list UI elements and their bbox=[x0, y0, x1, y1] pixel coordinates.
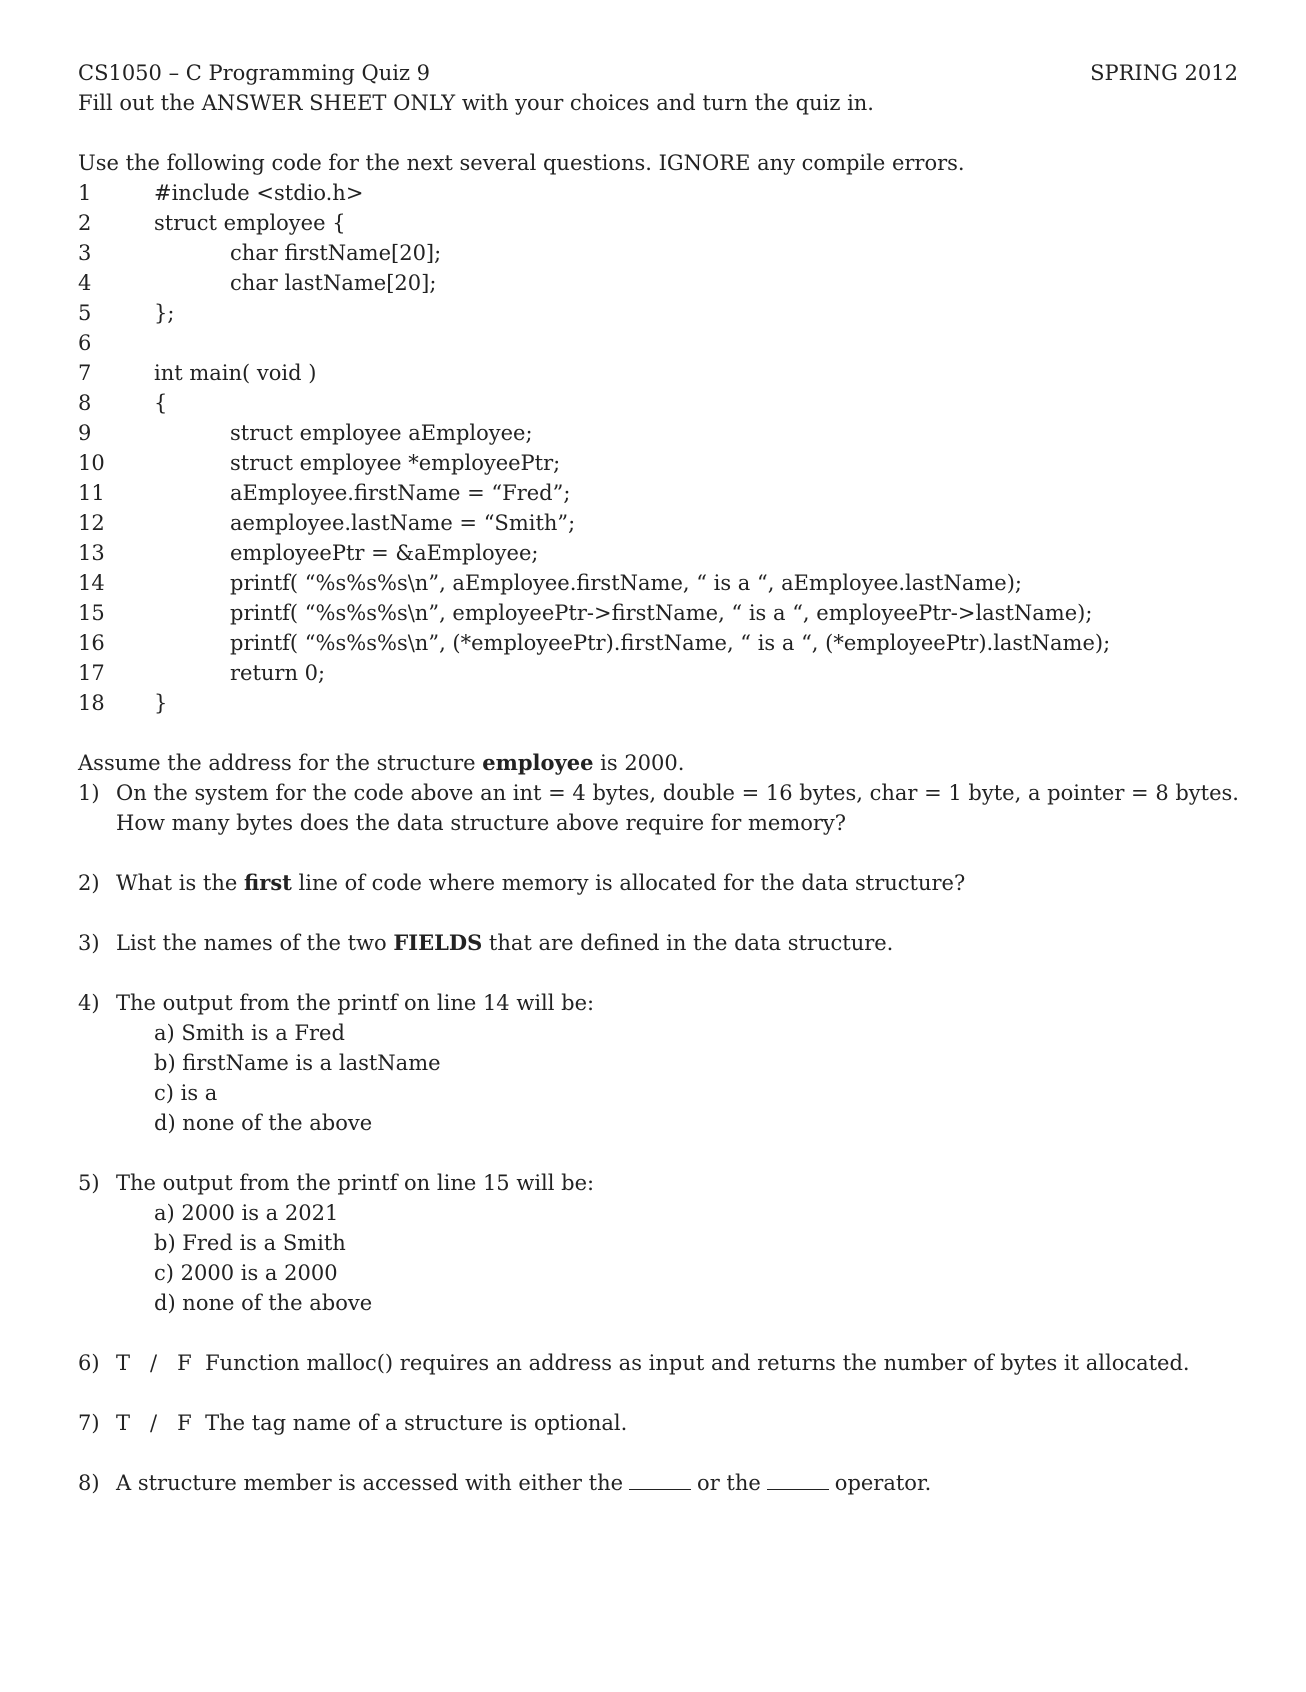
semester: SPRING 2012 bbox=[1090, 61, 1238, 85]
assume-statement: Assume the address for the structure employee is 2000. bbox=[78, 750, 685, 775]
question-number: 3) bbox=[78, 931, 100, 955]
code-line bbox=[78, 298, 1238, 328]
code-line bbox=[78, 178, 1238, 208]
quiz-page bbox=[78, 58, 1238, 1498]
question-text: On the system for the code above an int = 4 bytes, double = 16 bytes, char = 1 byte, a pointer = 8 bytes. bbox=[116, 781, 1239, 805]
question-number: 7) bbox=[78, 1411, 100, 1435]
code-text: struct employee aEmployee; bbox=[230, 421, 533, 445]
question-text: The tag name of a structure is optional. bbox=[205, 1411, 628, 1435]
code-line bbox=[78, 418, 1238, 448]
code-intro: Use the following code for the next several questions. IGNORE any compile errors. bbox=[78, 151, 965, 175]
line-number: 16 bbox=[78, 631, 105, 655]
code-text: } bbox=[154, 691, 168, 715]
course-title: CS1050 – C Programming Quiz 9 bbox=[78, 61, 431, 85]
code-line bbox=[78, 448, 1238, 478]
question-1 bbox=[78, 778, 1238, 838]
code-text: }; bbox=[154, 301, 175, 325]
instructions: Fill out the ANSWER SHEET ONLY with your choices and turn the quiz in. bbox=[78, 91, 874, 115]
line-number: 6 bbox=[78, 331, 92, 355]
line-number: 15 bbox=[78, 601, 105, 625]
true-false-choice: T / F bbox=[116, 1411, 192, 1435]
code-text: struct employee *employeePtr; bbox=[230, 451, 561, 475]
code-line bbox=[78, 238, 1238, 268]
true-false-choice: T / F bbox=[116, 1351, 192, 1375]
question-4 bbox=[78, 988, 1238, 1018]
code-line bbox=[78, 328, 1238, 358]
line-number: 14 bbox=[78, 571, 105, 595]
code-text: printf( “%s%s%s\n”, aEmployee.firstName, “ is a “, aEmployee.lastName); bbox=[230, 571, 1023, 595]
line-number: 4 bbox=[78, 271, 92, 295]
option-c: c) is a bbox=[154, 1081, 218, 1105]
option-b: b) firstName is a lastName bbox=[154, 1051, 441, 1075]
code-text: aemployee.lastName = “Smith”; bbox=[230, 511, 576, 535]
code-text: #include <stdio.h> bbox=[154, 181, 364, 205]
question-number: 2) bbox=[78, 871, 100, 895]
code-text: { bbox=[154, 391, 168, 415]
header bbox=[78, 58, 1238, 88]
line-number: 9 bbox=[78, 421, 92, 445]
question-text: The output from the printf on line 15 will be: bbox=[116, 1171, 595, 1195]
line-number: 18 bbox=[78, 691, 105, 715]
line-number: 10 bbox=[78, 451, 105, 475]
code-line bbox=[78, 628, 1238, 658]
question-6 bbox=[78, 1348, 1238, 1378]
question-number: 4) bbox=[78, 991, 100, 1015]
code-line bbox=[78, 598, 1238, 628]
code-line bbox=[78, 658, 1238, 688]
code-line bbox=[78, 268, 1238, 298]
option-b: b) Fred is a Smith bbox=[154, 1231, 346, 1255]
line-number: 1 bbox=[78, 181, 92, 205]
question-2: 2) What is the first line of code where memory is allocated for the data structure? bbox=[78, 868, 1238, 898]
code-line bbox=[78, 358, 1238, 388]
line-number: 17 bbox=[78, 661, 105, 685]
code-line bbox=[78, 208, 1238, 238]
code-text: employeePtr = &aEmployee; bbox=[230, 541, 539, 565]
option-a: a) 2000 is a 2021 bbox=[154, 1201, 339, 1225]
option-d: d) none of the above bbox=[154, 1291, 373, 1315]
question-text: How many bytes does the data structure above require for memory? bbox=[116, 811, 847, 835]
code-text: int main( void ) bbox=[154, 361, 317, 385]
question-number: 1) bbox=[78, 781, 100, 805]
code-text: return 0; bbox=[230, 661, 326, 685]
line-number: 5 bbox=[78, 301, 92, 325]
line-number: 13 bbox=[78, 541, 105, 565]
code-line bbox=[78, 388, 1238, 418]
code-block bbox=[78, 178, 1238, 718]
question-text: Function malloc() requires an address as input and returns the number of bytes it allocated. bbox=[205, 1351, 1190, 1375]
option-c: c) 2000 is a 2000 bbox=[154, 1261, 338, 1285]
code-line bbox=[78, 568, 1238, 598]
question-number: 6) bbox=[78, 1351, 100, 1375]
answer-blank-1 bbox=[629, 1471, 691, 1490]
line-number: 7 bbox=[78, 361, 92, 385]
question-3: 3) List the names of the two FIELDS that are defined in the data structure. bbox=[78, 928, 1238, 958]
question-8: 8) A structure member is accessed with either the or the operator. bbox=[78, 1468, 1238, 1498]
question-number: 5) bbox=[78, 1171, 100, 1195]
line-number: 2 bbox=[78, 211, 92, 235]
code-text: printf( “%s%s%s\n”, (*employeePtr).firstName, “ is a “, (*employeePtr).lastName); bbox=[230, 631, 1111, 655]
code-line bbox=[78, 688, 1238, 718]
answer-blank-2 bbox=[767, 1471, 829, 1490]
code-line bbox=[78, 478, 1238, 508]
code-text: char firstName[20]; bbox=[230, 241, 442, 265]
line-number: 3 bbox=[78, 241, 92, 265]
option-d: d) none of the above bbox=[154, 1111, 373, 1135]
code-text: aEmployee.firstName = “Fred”; bbox=[230, 481, 571, 505]
line-number: 8 bbox=[78, 391, 92, 415]
question-number: 8) bbox=[78, 1471, 100, 1495]
code-line bbox=[78, 538, 1238, 568]
line-number: 11 bbox=[78, 481, 105, 505]
question-text: The output from the printf on line 14 will be: bbox=[116, 991, 595, 1015]
code-text: printf( “%s%s%s\n”, employeePtr->firstName, “ is a “, employeePtr->lastName); bbox=[230, 601, 1093, 625]
option-a: a) Smith is a Fred bbox=[154, 1021, 345, 1045]
code-text: char lastName[20]; bbox=[230, 271, 437, 295]
code-text: struct employee { bbox=[154, 211, 346, 235]
line-number: 12 bbox=[78, 511, 105, 535]
question-5 bbox=[78, 1168, 1238, 1198]
question-7 bbox=[78, 1408, 1238, 1438]
code-line bbox=[78, 508, 1238, 538]
